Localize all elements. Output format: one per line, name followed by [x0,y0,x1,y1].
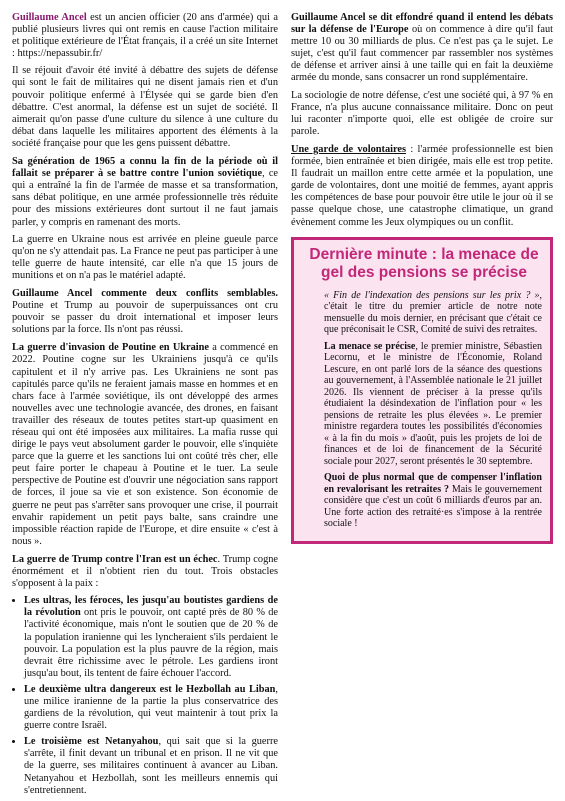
box-paragraph-1: « Fin de l'indexation des pensions sur les prix ? », c'était le titre du premier article de notre note mensuelle du mois dernier, en précisant que c'était ce que préconisait le CSR, Comité de suivi des retraites. [324,289,542,336]
paragraph-ukraine-war: La guerre en Ukraine nous est arrivée en pleine gueule parce qu'on ne s'y attendait pas. La France ne peut pas participer à une telle guerre de haute intensité, car elle n'a que 15 jours de munitions et on n'a pas le matériel adapté. [12,233,278,281]
left-column [12,12,278,801]
obstacles-list [12,595,278,797]
paragraph-generation: Sa génération de 1965 a connu la fin de la période où il fallait se préparer à se battre contre l'union soviétique, ce qui a entraîné la fin de l'armée de masse et sa transformation, sans débat politique, en une armée professionnelle très réduite pour des missions extérieures dont surtout il ne faut jamais parler, y compris en ramenant des morts. [12,156,278,228]
intro-paragraph: Guillaume Ancel est un ancien officier (20 ans d'armée) qui a publié plusieurs livres qui ont remis en cause l'action militaire et politique extérieure de l'État français, il a créé un site Internet : https://nepassubir.fr/ [12,12,278,60]
paragraph-europe-defense: Guillaume Ancel se dit effondré quand il entend les débats sur la défense de l'Europe où on commence à dire qu'il faut mettre 10 ou 30 milliards de plus. Ce n'est pas ça le sujet. Le sujet, c'est qu'il faut commencer par rassembler nos systèmes de défense et arriver ainsi à une taille qui en fait la deuxième armée du monde, sans consacrer un rond supplémentaire. [291,12,553,84]
paragraph-putin: La guerre d'invasion de Poutine en Ukraine a commencé en 2022. Poutine cogne sur les Ukrainiens jusqu'à ce qu'ils capitulent et il n'y arrive pas. Les Ukrainiens ne sont pas capitulés parce qu'ils ne feraient jamais masse en hommes et en chars face à l'armée soviétique, ils ont développé des armes nouvelles avec une technologie avancée, des drones, en faisant travailler des réseaux de toutes petites start-up quasiment en réseau qui ont été imposées aux militaires. La mafia russe qui dirige le pays veut absolument garder le pouvoir, elle s'inquiète parce que la guerre et les sanctions lui ont coûté très cher, elle peut faire porter le chapeau à Poutine et le tuer. La seule perspective de Poutine est d'ouvrir une négociation sans rapport de forces, il joue sa vie et son existence. Son économie de guerre ne peut pas s'arrêter sans provoquer une crise, il pourrait envahir rapidement un petit pays balte, sans craindre une impossible réaction rapide de l'Europe, et dire ensuite « c'est à nous ». [12,342,278,547]
box-paragraph-2: La menace se précise, le premier ministre, Sébastien Lecornu, et le ministre de l'Économie, Roland Lescure, en ont parlé lors de la séance des questions au gouvernement, à l'Assemblée nationale le 21 juillet 2026. Ils viennent de préciser à la presse qu'ils étudiaient la désindexation de l'inflation pour « les pensions de retraite les plus élevées ». Le premier ministre regardera toutes les possibilités d'économies « à la fin du mois » d'août, puis les projets de loi de finances et de loi de financement de la Sécurité sociale pour 2027, seront présentés le 30 septembre. [324,340,542,467]
paragraph-debate: Il se réjouit d'avoir été invité à débattre des sujets de défense qui sont le fait de militaires qui ne disent jamais rien et d'un pouvoir politique enfermé à l'Élysée qui se garde bien d'en débattre. C'est anormal, la défense est un sujet de société. Il aimerait qu'on passe d'une culture du silence à une culture du débat dans laquelle les militaires apportent des éléments à la société française pour que les gens puissent débattre. [12,65,278,149]
right-column [291,12,553,544]
last-minute-box [291,237,553,544]
box-title: Dernière minute : la menace de gel des pensions se précise [309,245,539,281]
box-paragraph-3: Quoi de plus normal que de compenser l'inflation en revalorisant les retraites ? Mais le gouvernement considère que c'est un coût 6 milliards d'euros par an. Une forte action des retraité·es s'impose à la rentrée sociale ! [324,472,542,530]
paragraph-volunteer-guard: Une garde de volontaires : l'armée professionnelle est bien formée, bien entraînée et bien dirigée, mais elle est trop petite. Il faudrait un maillon entre cette armée et la population, une garde de volontaires, dont une moitié de femmes, ayant appris les compétences de base pour pouvoir être utile le jour où il se passe quelque chose, une catastrophe climatique, un grand évènement comme les Jeux olympiques ou un conflit. [291,143,553,228]
list-item: • Le deuxième ultra dangereux est le Hezbollah au Liban, une milice iranienne de la partie la plus conservatrice des gardiens de la révolution, qui veut maintenir à tout prix la guerre contre Israël. [24,684,278,732]
list-item: • Les ultras, les féroces, les jusqu'au boutistes gardiens de la révolution ont pris le pouvoir, ont capté près de 80 % de l'activité économique, mais n'ont le soutien que de 20 % de la population iranienne qui les lyncheraient s'ils perdaient le pouvoir. La population est la plus pauvre de la région, mais devrait être richissime avec le pétrole. Les gardiens iront jusqu'au bout, ils tentent de faire échouer l'accord. [24,595,278,680]
paragraph-two-conflicts: Guillaume Ancel commente deux conflits semblables. Poutine et Trump au pouvoir de superpuissances ont cru pouvoir se passer du droit international et imposer leurs solutions par la force. Ils n'ont pas réussi. [12,287,278,336]
list-item: • Le troisième est Netanyahou, qui sait que si la guerre s'arrête, il finit devant un tribunal et en prison. Il ne vit que de la guerre, ses militaires continuent à avancer au Liban. Netanyahou et Hezbollah, sont les meilleurs ennemis qui s'entretiennent. [24,736,278,796]
author-name: Guillaume Ancel [12,12,87,23]
paragraph-sociology: La sociologie de notre défense, c'est une société qui, à 97 % en France, n'a plus aucune connaissance militaire. Donc on peut lui raconter n'importe quoi, elle est obligée de croire sur parole. [291,89,553,137]
paragraph-trump: La guerre de Trump contre l'Iran est un échec. Trump cogne énormément et il n'obtient rien du tout. Trois obstacles s'opposent à la paix : [12,553,279,590]
